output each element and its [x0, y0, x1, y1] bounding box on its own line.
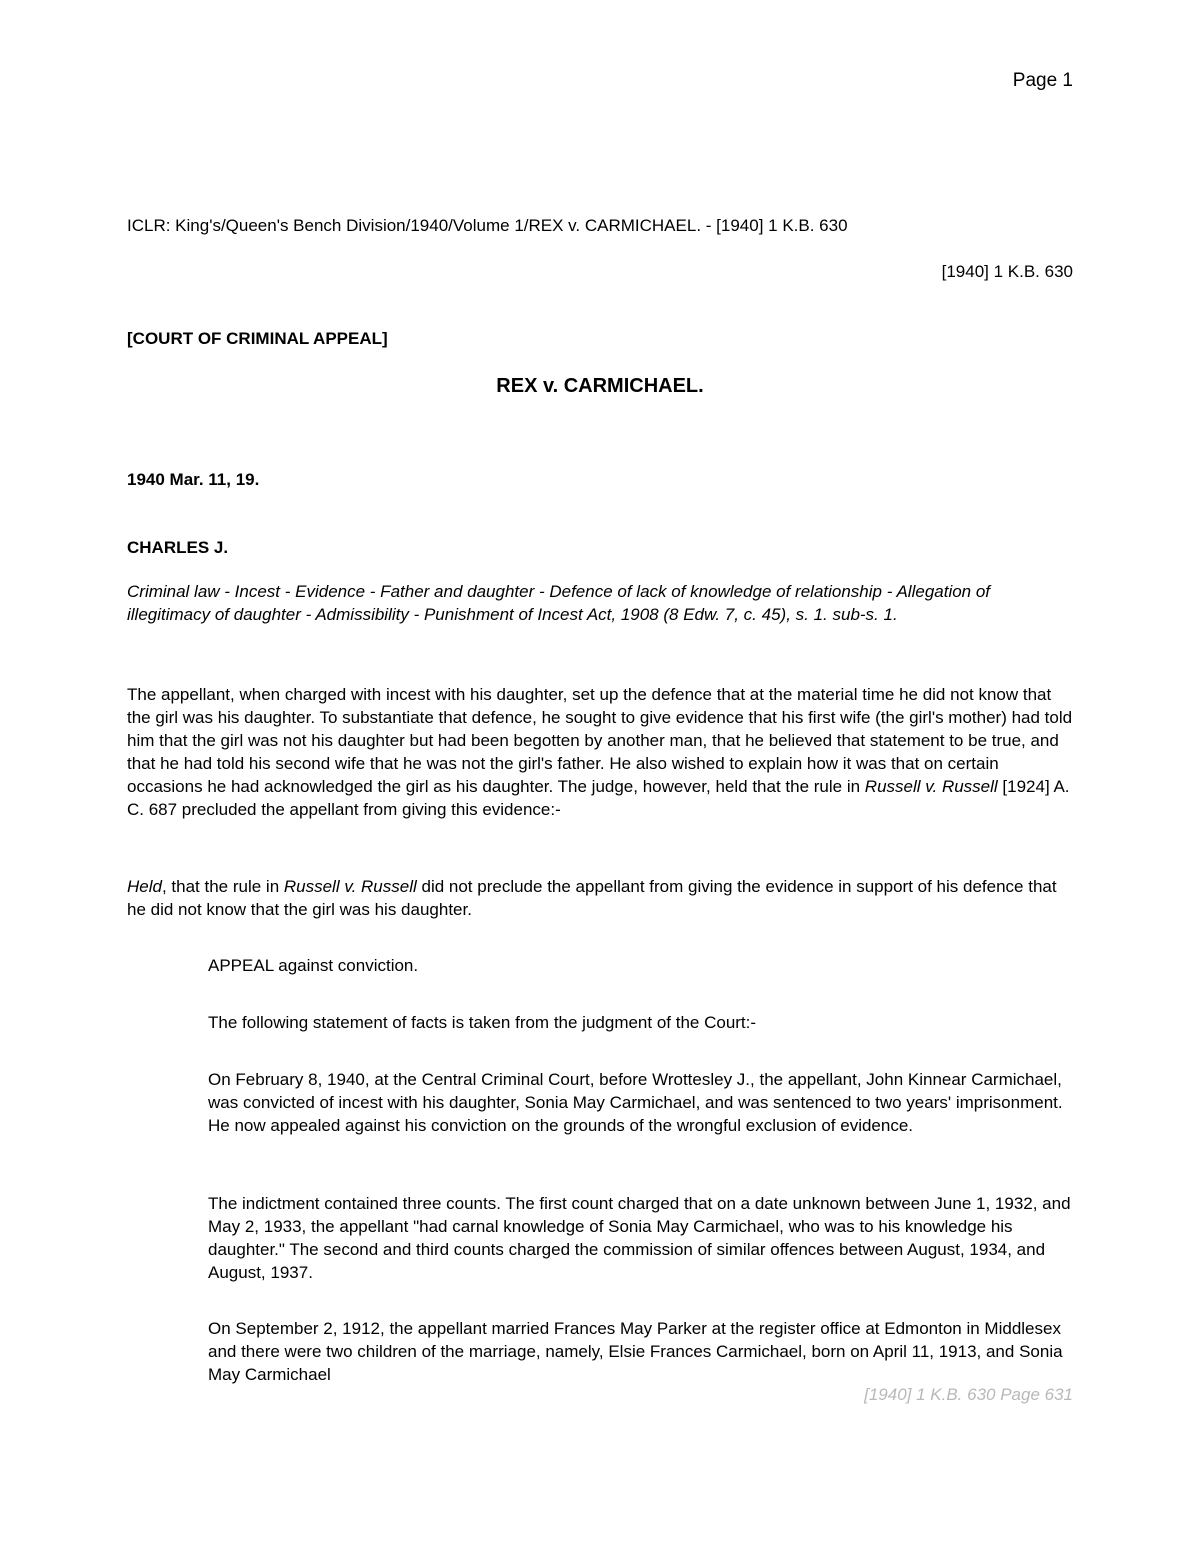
held-cited-case-name: Russell v. Russell	[283, 877, 417, 896]
headnote-paragraph	[127, 683, 1077, 821]
held-label: Held	[127, 877, 162, 896]
page-break-marker: [1940] 1 K.B. 630 Page 631	[864, 1385, 1073, 1404]
page-number: Page 1	[1012, 70, 1073, 91]
citation-path: ICLR: King's/Queen's Bench Division/1940/Volume 1/REX v. CARMICHAEL. - [1940] 1 K.B. 630	[127, 216, 848, 235]
held-paragraph	[127, 875, 1077, 921]
held-text-2: did not preclude the appellant from giving the evidence in support of his defence that he did not know that the girl was his daughter.	[127, 877, 1057, 919]
judge-name: CHARLES J.	[127, 538, 229, 557]
report-reference: [1940] 1 K.B. 630	[941, 262, 1073, 281]
hearing-date: 1940 Mar. 11, 19.	[127, 470, 260, 489]
catchwords: Criminal law - Incest - Evidence - Father and daughter - Defence of lack of knowledge of relationship - Allegation of illegitimacy of daughter - Admissibility - Punishment of Incest Act, 1908 (8 Edw. 7, c. 45), s. 1. sub-s. 1.	[127, 582, 991, 624]
case-title: REX v. CARMICHAEL.	[496, 375, 704, 397]
facts-paragraph-3: On September 2, 1912, the appellant married Frances May Parker at the register office at Edmonton in Middlesex and there were two children of the marriage, namely, Elsie Frances Carmichael, born on April 11, 1913, and Sonia May Carmichael	[208, 1319, 1063, 1384]
appeal-line: APPEAL against conviction.	[208, 956, 419, 975]
facts-paragraph-1: On February 8, 1940, at the Central Criminal Court, before Wrottesley J., the appellant, John Kinnear Carmichael, was convicted of incest with his daughter, Sonia May Carmichael, and was sentenced to two years' imprisonment. He now appealed against his conviction on the grounds of the wrongful exclusion of evidence.	[208, 1070, 1063, 1135]
headnote-text-2: [1924] A. C. 687 precluded the appellant from giving this evidence:-	[127, 777, 1070, 819]
facts-intro: The following statement of facts is taken from the judgment of the Court:-	[208, 1013, 757, 1032]
headnote-text-1: The appellant, when charged with incest with his daughter, set up the defence that at the material time he did not know that the girl was his daughter. To substantiate that defence, he sought to give evidence that his first wife (the girl's mother) had told him that the girl was not his daughter but had been begotten by another man, that he believed that statement to be true, and that he had told his second wife that he was not the girl's father. He also wished to explain how it was that on certain occasions he had acknowledged the girl as his daughter. The judge, however, held that the rule in	[127, 685, 1073, 796]
cited-case-name: Russell v. Russell	[864, 777, 998, 796]
court-name: [COURT OF CRIMINAL APPEAL]	[127, 329, 388, 348]
held-text-1: , that the rule in	[161, 877, 284, 896]
facts-paragraph-2: The indictment contained three counts. The first count charged that on a date unknown between June 1, 1932, and May 2, 1933, the appellant "had carnal knowledge of Sonia May Carmichael, who was to his knowledge his daughter." The second and third counts charged the commission of similar offences between August, 1934, and August, 1937.	[208, 1194, 1071, 1282]
